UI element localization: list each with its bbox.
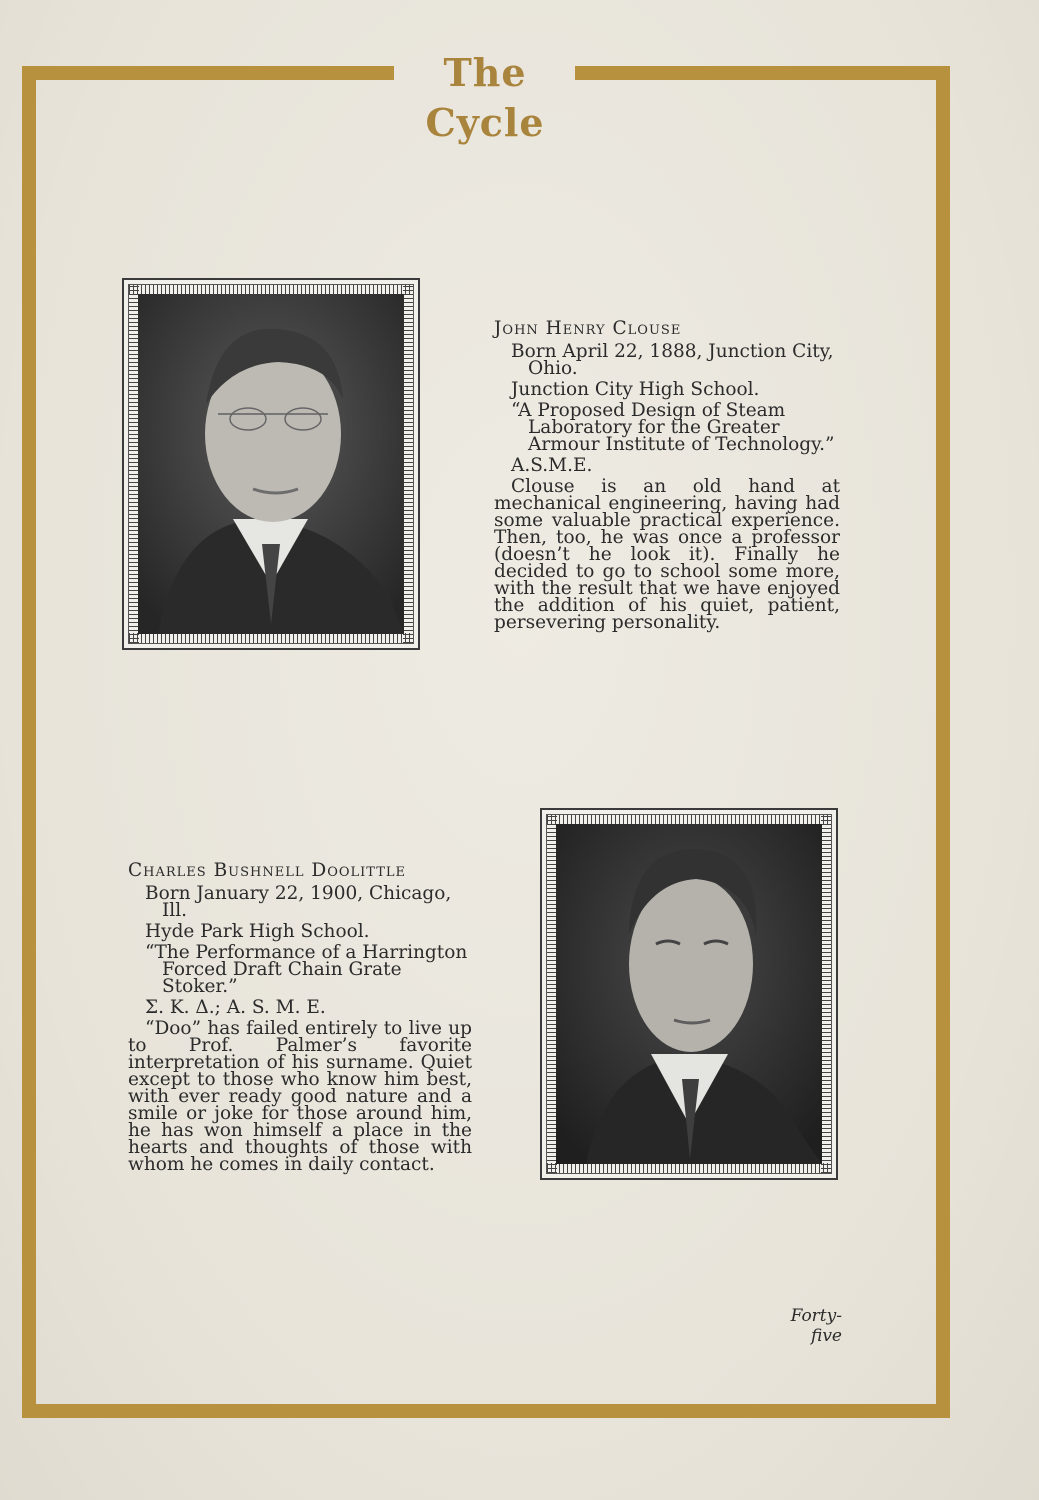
student-entry-clouse	[494, 320, 840, 631]
biography: Clouse is an old hand at mechanical engineering, having had some valuable practical experience. Then, too, he was once a professor (doesn’t he look it). Finally he decided to go to school some more, with the result that we have enjoyed the addition of his quiet, patient, persevering personality.	[494, 476, 840, 633]
portrait-photo-clouse	[138, 294, 404, 634]
student-entry-doolittle	[128, 862, 472, 1173]
affiliations: Σ. K. Δ.; A. S. M. E.	[145, 997, 326, 1018]
high-school: Hyde Park High School.	[145, 921, 370, 942]
portrait-photo-doolittle	[556, 824, 822, 1164]
birth-info: Born January 22, 1900, Chicago, Ill.	[145, 883, 452, 921]
gold-frame-left	[22, 66, 36, 1418]
student-name: Charles Bushnell Doolittle	[128, 860, 407, 881]
portrait-frame-clouse	[122, 278, 420, 650]
birth-info: Born April 22, 1888, Junction City, Ohio.	[511, 341, 834, 379]
gold-frame-top-left	[22, 66, 394, 80]
high-school: Junction City High School.	[511, 379, 760, 400]
page-number: Forty-five	[790, 1306, 842, 1346]
portrait-frame-doolittle	[540, 808, 838, 1180]
biography: “Doo” has failed entirely to live up to Prof. Palmer’s favorite interpretation of his surname. Quiet except to those who know him best, with ever ready good nature and a smile or joke for those around him, he has won himself a place in the hearts and thoughts of those with whom he comes in daily contact.	[128, 1018, 472, 1175]
gold-frame-bottom	[22, 1404, 950, 1418]
page-header-title: The Cycle	[425, 50, 545, 145]
thesis-title: “A Proposed Design of Steam Laboratory for the Greater Armour Institute of Technology.”	[511, 400, 835, 455]
affiliations: A.S.M.E.	[511, 455, 593, 476]
student-name: John Henry Clouse	[494, 318, 682, 339]
gold-frame-right	[936, 66, 950, 1418]
thesis-title: “The Performance of a Harrington Forced Draft Chain Grate Stoker.”	[145, 942, 468, 997]
gold-frame-top-right	[575, 66, 950, 80]
